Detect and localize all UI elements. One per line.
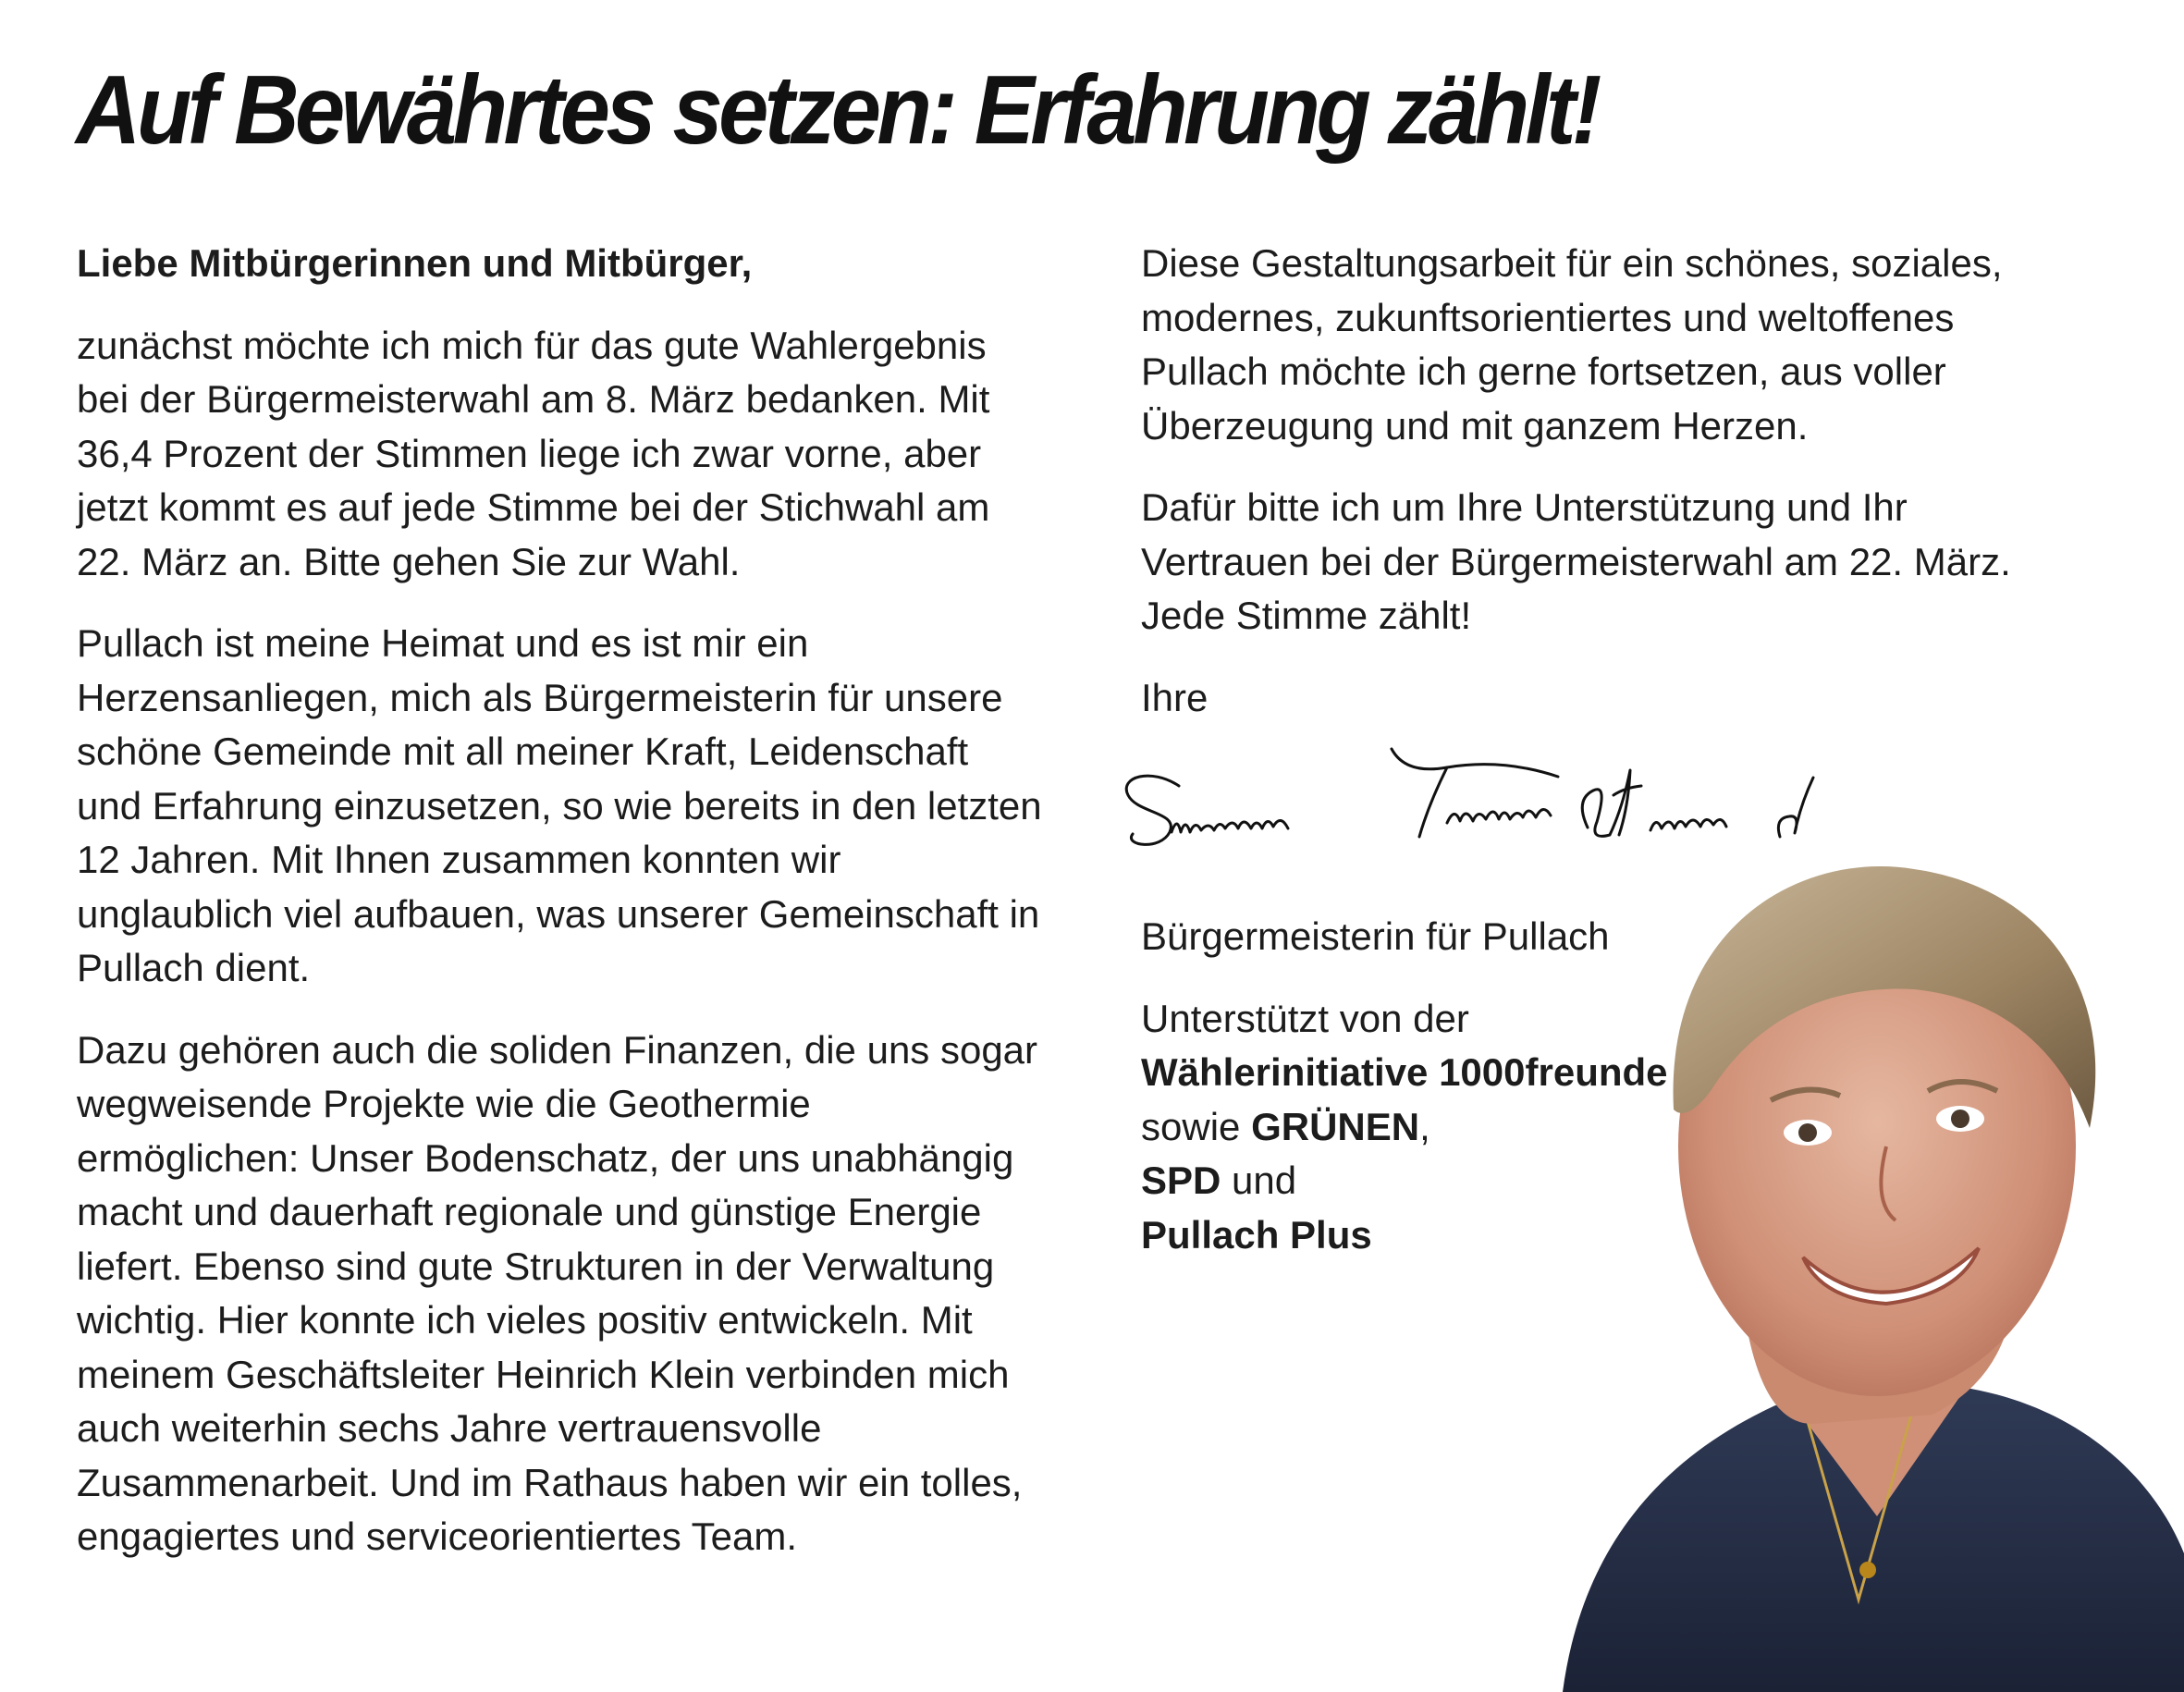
support-initiative: Wählerinitiative 1000freunde bbox=[1141, 1050, 1668, 1094]
mayor-title: Bürgermeisterin für Pullach bbox=[1141, 914, 1610, 958]
letter-right-column bbox=[1141, 237, 2066, 753]
letter-left-column bbox=[77, 237, 1043, 1592]
support-comma: , bbox=[1419, 1104, 1430, 1148]
page-headline: Auf Bewährtes setzen: Erfahrung zählt! bbox=[76, 55, 1598, 165]
support-intro: Unterstützt von der bbox=[1141, 996, 1469, 1040]
support-und: und bbox=[1232, 1159, 1297, 1202]
salutation: Liebe Mitbürgerinnen und Mitbürger, bbox=[77, 241, 753, 285]
paragraph-finanzen: Dazu gehören auch die soliden Finanzen, die uns sogar wegweisende Projekte wie die Geothermie ermöglichen: Unser Bodenschatz, der uns unabhängig macht und dauerhaft regionale und günstige Energie liefert. Ebenso sind gute Strukturen in der Verwaltung wichtig. Hier konnte ich vieles positiv entwickeln. Mit meinem Geschäftsleiter Heinrich Klein verbinden mich auch weiterhin sechs Jahre vertrauensvolle Zusammenarbeit. Und im Rathaus haben wir ein tolles, engagiertes und serviceorientiertes Team. bbox=[77, 1027, 1038, 1558]
closing-ihre: Ihre bbox=[1141, 675, 1209, 719]
support-party-pullach-plus: Pullach Plus bbox=[1141, 1212, 1372, 1257]
candidate-portrait bbox=[1526, 814, 2184, 1692]
support-party-gruene: GRÜNEN bbox=[1251, 1104, 1420, 1148]
paragraph-unterstuetzung: Dafür bitte ich um Ihre Unterstützung und Ihr Vertrauen bei der Bürgermeisterwahl am 22. März. Jede Stimme zählt! bbox=[1141, 485, 2011, 637]
support-sowie: sowie bbox=[1141, 1104, 1241, 1148]
paragraph-election-result: zunächst möchte ich mich für das gute Wahlergebnis bei der Bürgermeisterwahl am 8. März bedanken. Mit 36,4 Prozent der Stimmen liege ich zwar vorne, aber jetzt kommt es auf jede Stimme bei der Stichwahl am 22. März an. Bitte gehen Sie zur Wahl. bbox=[77, 323, 990, 583]
paragraph-heimat: Pullach ist meine Heimat und es ist mir ein Herzensanliegen, mich als Bürgermeisterin für unsere schöne Gemeinde mit all meiner Kraft, Leidenschaft und Erfahrung einzusetzen, so wie bereits in den letzten 12 Jahren. Mit Ihnen zusammen konnten wir unglaublich viel aufbauen, was unserer Gemeinschaft in Pullach dient. bbox=[77, 621, 1042, 989]
support-party-spd: SPD bbox=[1141, 1159, 1221, 1202]
paragraph-gestaltung: Diese Gestaltungsarbeit für ein schönes, soziales, modernes, zukunftsorientiertes und weltoffenes Pullach möchte ich gerne fortsetzen, aus voller Überzeugung und mit ganzem Herzen. bbox=[1141, 241, 2003, 448]
